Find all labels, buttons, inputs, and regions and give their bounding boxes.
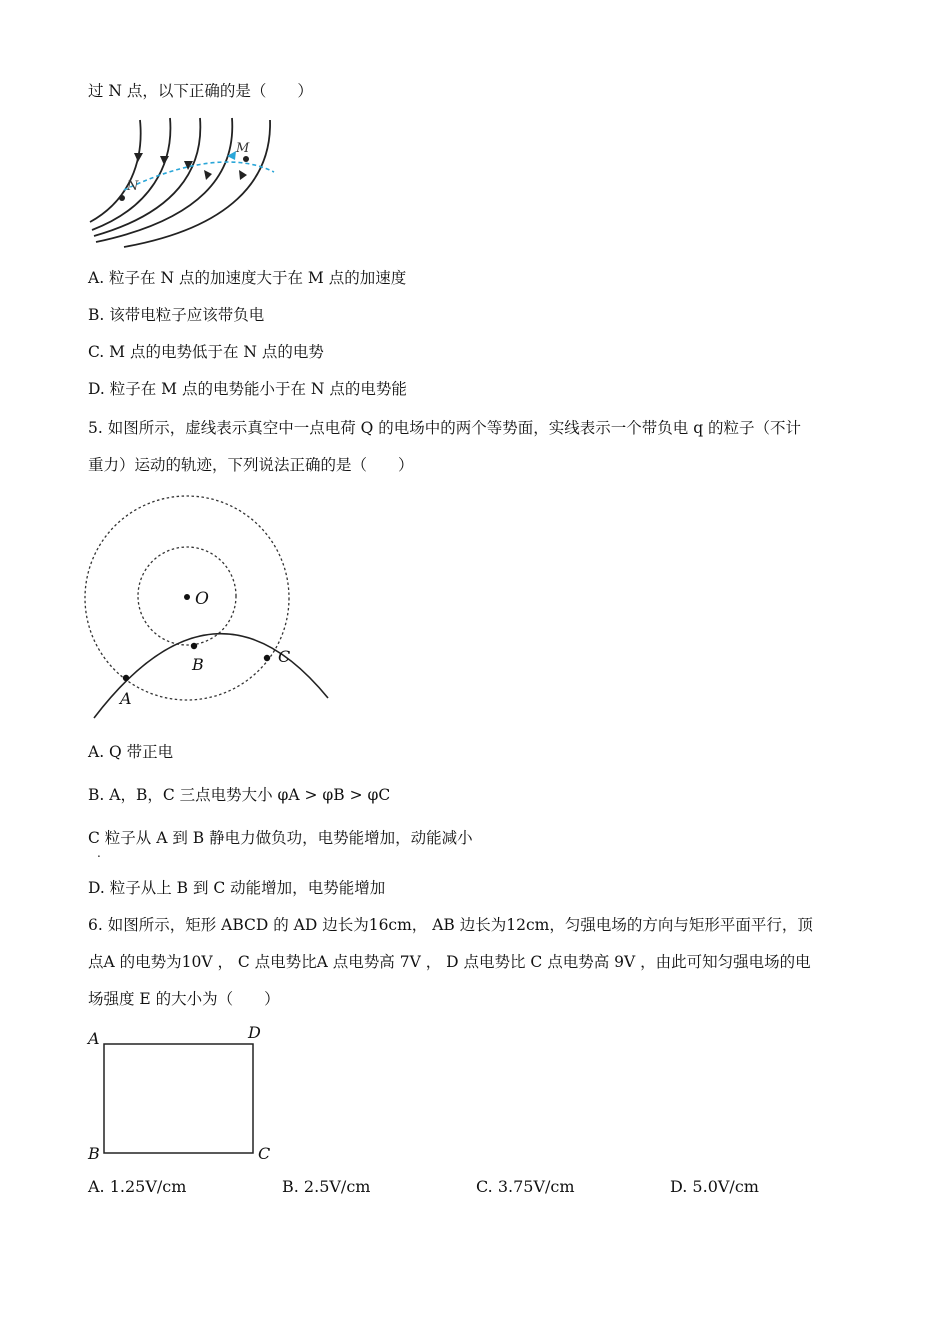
q5-equipotential-figure	[80, 490, 340, 725]
label-m: M	[236, 141, 250, 156]
q4-option-b: B. 该带电粒子应该带负电	[88, 306, 265, 324]
label-c: C	[258, 1144, 271, 1163]
label-c: C	[278, 647, 291, 666]
point-m	[243, 156, 249, 162]
label-b: B	[88, 1144, 100, 1163]
q6-stem-line-3: 场强度 E 的大小为（ ）	[88, 990, 280, 1008]
label-a: A	[88, 1029, 100, 1048]
label-o: O	[195, 589, 209, 609]
point-b	[191, 643, 197, 649]
q5-option-d: D. 粒子从上 B 到 C 动能增加，电势能增加	[88, 879, 386, 897]
q4-field-lines-figure	[80, 110, 290, 250]
rectangle-abcd	[104, 1044, 253, 1153]
q5-stem-line-2: 重力）运动的轨迹，下列说法正确的是（ ）	[88, 456, 414, 474]
q4-stem: 过 N 点，以下正确的是（ ）	[88, 82, 313, 100]
q5-stem-line-1: 5. 如图所示，虚线表示真空中一点电荷 Q 的电场中的两个等势面，实线表示一个带负电 q 的粒子（不计	[88, 419, 802, 437]
point-o	[184, 594, 190, 600]
q6-option-c: C. 3.75V/cm	[476, 1177, 575, 1196]
q4-option-a: A. 粒子在 N 点的加速度大于在 M 点的加速度	[88, 269, 407, 287]
q4-option-c: C. M 点的电势低于在 N 点的电势	[88, 343, 324, 361]
label-a: A	[120, 689, 132, 708]
q5-option-a: A. Q 带正电	[88, 743, 174, 761]
label-d: D	[248, 1023, 261, 1042]
q6-stem-line-1: 6. 如图所示，矩形 ABCD 的 AD 边长为16cm， AB 边长为12cm，匀强电场的方向与矩形平面平行，顶	[88, 916, 813, 934]
trajectory-path	[124, 162, 274, 190]
q6-option-a: A. 1.25V/cm	[88, 1177, 187, 1196]
field-line-4	[96, 118, 232, 242]
q6-option-d: D. 5.0V/cm	[670, 1177, 759, 1196]
point-n	[119, 195, 125, 201]
field-line-3	[94, 118, 200, 236]
q6-rectangle-figure	[82, 1020, 282, 1170]
q5-option-c: C 粒子从 A 到 B 静电力做负功，电势能增加，动能减小	[88, 829, 473, 847]
q5-option-c-dot: .	[97, 846, 101, 860]
point-a	[123, 675, 129, 681]
label-b: B	[192, 655, 204, 674]
q6-stem-line-2: 点A 的电势为10V ， C 点电势比A 点电势高 7V ， D 点电势比 C 点电势高 9V ，由此可知匀强电场的电	[88, 953, 811, 971]
point-c	[264, 655, 270, 661]
label-n: N	[127, 179, 139, 194]
q6-option-b: B. 2.5V/cm	[282, 1177, 371, 1196]
q4-option-d: D. 粒子在 M 点的电势能小于在 N 点的电势能	[88, 380, 407, 398]
q5-option-b: B. A，B，C 三点电势大小 φA > φB > φC	[88, 786, 391, 804]
